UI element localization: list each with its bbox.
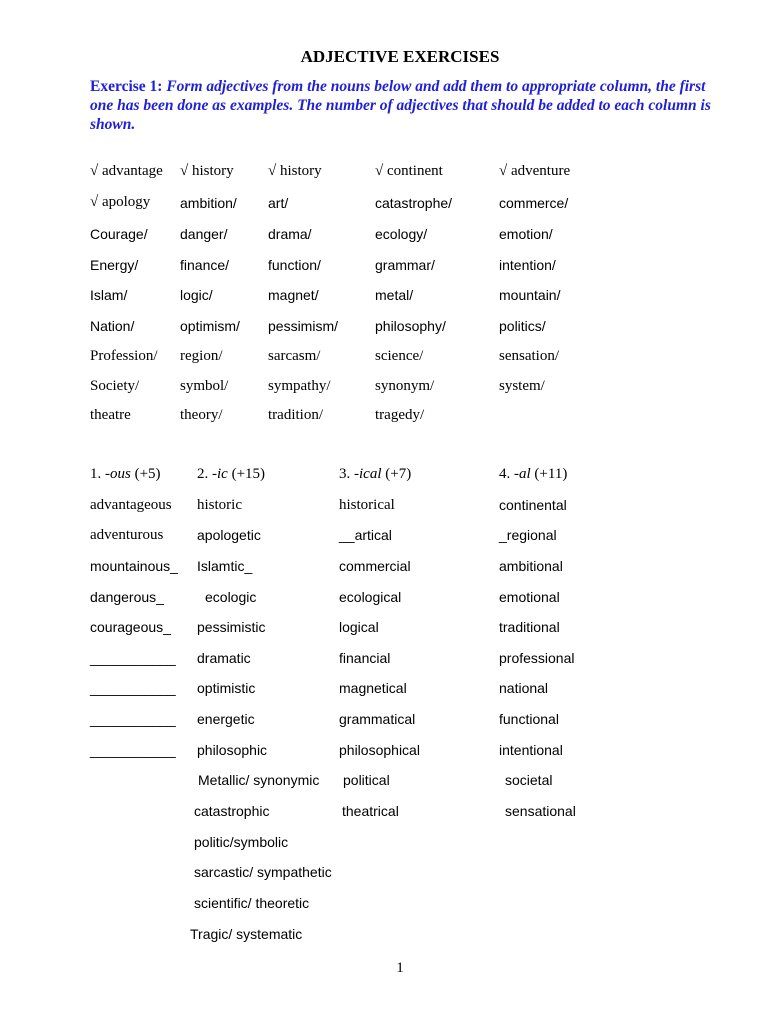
al-answer: _regional xyxy=(499,527,557,543)
noun-cell: tragedy/ xyxy=(375,407,425,423)
al-answer: intentional xyxy=(499,742,563,758)
ous-answer: mountainous_ xyxy=(90,558,178,574)
ical-answer: political xyxy=(343,772,390,788)
ous-answer: adventurous xyxy=(90,527,164,543)
noun-cell: synonym/ xyxy=(375,378,435,394)
noun-cell: ecology/ xyxy=(375,226,428,242)
noun-cell: finance/ xyxy=(180,257,230,273)
noun-cell: ambition/ xyxy=(180,195,237,211)
noun-cell: symbol/ xyxy=(180,378,229,394)
noun-cell: science/ xyxy=(375,348,424,364)
ic-answer: Tragic/ systematic xyxy=(190,926,303,942)
ous-answer: ___________ xyxy=(90,680,176,696)
ical-answer: logical xyxy=(339,619,379,635)
noun-cell: theory/ xyxy=(180,407,223,423)
page-title: ADJECTIVE EXERCISES xyxy=(300,47,500,66)
al-answer: continental xyxy=(499,497,567,513)
noun-cell: √ continent xyxy=(375,163,443,179)
ous-answer: courageous_ xyxy=(90,619,171,635)
ic-answer: sarcastic/ sympathetic xyxy=(194,864,332,880)
noun-cell: region/ xyxy=(180,348,223,364)
noun-cell: pessimism/ xyxy=(268,318,339,334)
suffix-header-count: (+5) xyxy=(130,466,161,482)
noun-cell: optimism/ xyxy=(180,318,240,334)
ic-answer: ecologic xyxy=(205,589,257,605)
suffix-header xyxy=(90,466,161,483)
suffix-header-suffix: -al xyxy=(514,466,531,482)
ic-answer: dramatic xyxy=(197,650,251,666)
ical-answer: philosophical xyxy=(339,742,420,758)
noun-cell: danger/ xyxy=(180,226,228,242)
noun-cell: Courage/ xyxy=(90,226,148,242)
ical-answer: __artical xyxy=(339,527,392,543)
noun-cell: Society/ xyxy=(90,378,140,394)
noun-cell: emotion/ xyxy=(499,226,553,242)
suffix-header-count: (+7) xyxy=(381,466,412,482)
suffix-header-suffix: -ic xyxy=(212,466,228,482)
ical-answer: commercial xyxy=(339,558,411,574)
suffix-header xyxy=(499,466,567,483)
ical-answer: grammatical xyxy=(339,711,416,727)
al-answer: professional xyxy=(499,650,575,666)
ic-answer: Metallic/ synonymic xyxy=(198,772,320,788)
suffix-header xyxy=(339,466,411,483)
ous-answer: advantageous xyxy=(90,497,172,513)
suffix-header-number: 2. xyxy=(197,466,212,482)
noun-cell: catastrophe/ xyxy=(375,195,453,211)
ous-answer: dangerous_ xyxy=(90,589,164,605)
noun-cell: grammar/ xyxy=(375,257,435,273)
noun-cell: Islam/ xyxy=(90,287,128,303)
al-answer: societal xyxy=(505,772,553,788)
noun-cell: √ apology xyxy=(90,194,151,210)
ic-answer: historic xyxy=(197,497,242,513)
noun-cell: sympathy/ xyxy=(268,378,331,394)
noun-cell: √ advantage xyxy=(90,163,163,179)
suffix-header-count: (+15) xyxy=(227,466,266,482)
noun-cell: magnet/ xyxy=(268,287,319,303)
noun-cell: mountain/ xyxy=(499,287,561,303)
noun-cell: √ adventure xyxy=(499,163,571,179)
ical-answer: historical xyxy=(339,497,395,513)
noun-cell: politics/ xyxy=(499,318,546,334)
exercise-instruction-text: Form adjectives from the nouns below and add them to appropriate column, the first one has been done as examples. The number of adjectives that should be added to each column is shown. xyxy=(90,78,711,133)
suffix-header xyxy=(197,466,265,483)
noun-cell: system/ xyxy=(499,378,545,394)
ic-answer: pessimistic xyxy=(197,619,266,635)
exercise-label: Exercise 1: xyxy=(90,78,163,95)
ic-answer: scientific/ theoretic xyxy=(194,895,310,911)
noun-cell: metal/ xyxy=(375,287,414,303)
al-answer: traditional xyxy=(499,619,560,635)
noun-cell: function/ xyxy=(268,257,321,273)
ical-answer: theatrical xyxy=(342,803,399,819)
noun-cell: Profession/ xyxy=(90,348,158,364)
ic-answer: philosophic xyxy=(197,742,268,758)
exercise-instructions xyxy=(90,77,720,134)
noun-cell: √ history xyxy=(180,163,234,179)
ic-answer: Islamtic_ xyxy=(197,558,253,574)
noun-cell: commerce/ xyxy=(499,195,569,211)
ous-answer: ___________ xyxy=(90,742,176,758)
noun-cell: Nation/ xyxy=(90,318,135,334)
noun-cell: tradition/ xyxy=(268,407,323,423)
ical-answer: magnetical xyxy=(339,680,407,696)
suffix-header-suffix: -ous xyxy=(105,466,131,482)
al-answer: sensational xyxy=(505,803,576,819)
ic-answer: apologetic xyxy=(197,527,261,543)
suffix-header-number: 4. xyxy=(499,466,514,482)
noun-cell: √ history xyxy=(268,163,322,179)
ous-answer: ___________ xyxy=(90,711,176,727)
ical-answer: ecological xyxy=(339,589,402,605)
al-answer: functional xyxy=(499,711,559,727)
al-answer: ambitional xyxy=(499,558,563,574)
ical-answer: financial xyxy=(339,650,391,666)
noun-cell: sarcasm/ xyxy=(268,348,321,364)
ic-answer: optimistic xyxy=(197,680,256,696)
suffix-header-suffix: -ical xyxy=(354,466,382,482)
noun-cell: intention/ xyxy=(499,257,556,273)
ous-answer: ___________ xyxy=(90,650,176,666)
noun-cell: art/ xyxy=(268,195,289,211)
noun-cell: sensation/ xyxy=(499,348,559,364)
noun-cell: Energy/ xyxy=(90,257,139,273)
ic-answer: politic/symbolic xyxy=(194,834,289,850)
page-number: 1 xyxy=(396,960,404,976)
noun-cell: logic/ xyxy=(180,287,213,303)
al-answer: national xyxy=(499,680,549,696)
suffix-header-count: (+11) xyxy=(530,466,568,482)
suffix-header-number: 1. xyxy=(90,466,105,482)
noun-cell: drama/ xyxy=(268,226,312,242)
suffix-header-number: 3. xyxy=(339,466,354,482)
noun-cell: theatre xyxy=(90,407,131,423)
al-answer: emotional xyxy=(499,589,560,605)
ic-answer: catastrophic xyxy=(194,803,270,819)
noun-cell: philosophy/ xyxy=(375,318,446,334)
ic-answer: energetic xyxy=(197,711,255,727)
